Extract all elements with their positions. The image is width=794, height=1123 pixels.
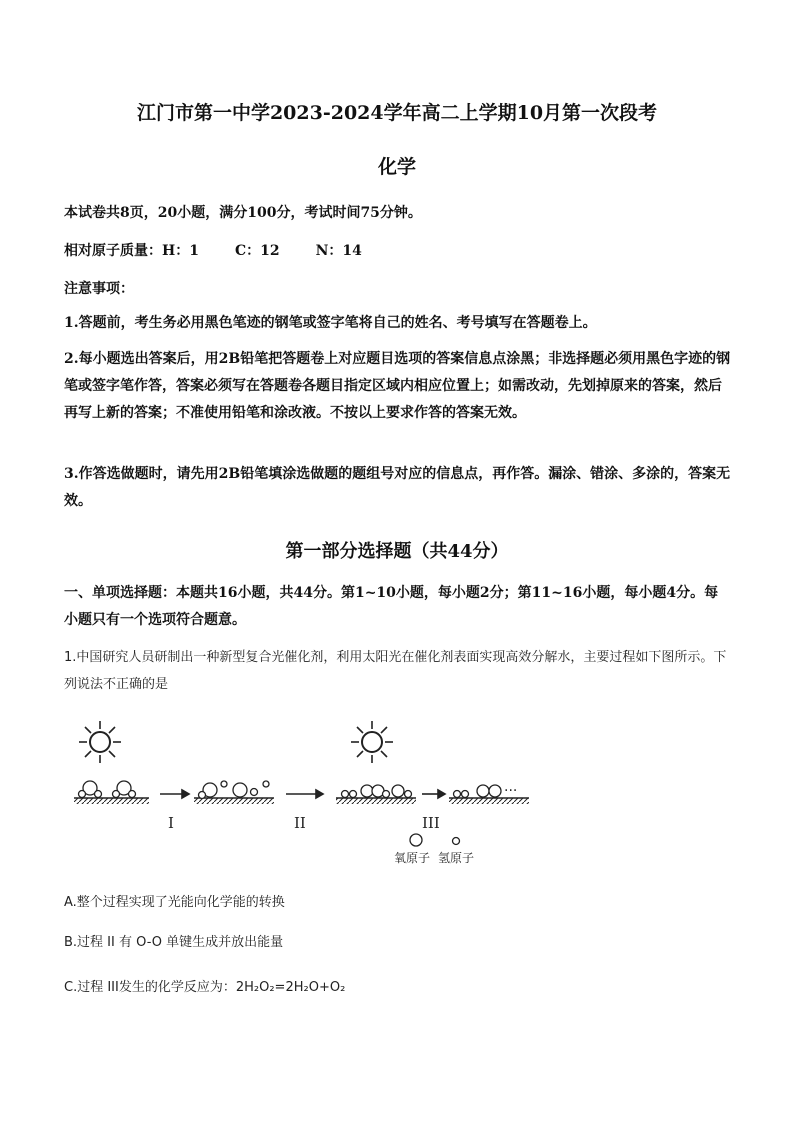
- subject-title: 化学: [377, 156, 416, 178]
- water-molecule: [79, 781, 136, 798]
- sun-icon: [351, 721, 393, 763]
- option-c-equation: 2H₂O₂=2H₂O+O₂: [235, 980, 346, 995]
- exam-info: 本试卷共8页，20小题，满分100分，考试时间75分钟。: [64, 205, 422, 221]
- atomic-mass-h: H：1: [162, 243, 199, 259]
- stage-label-3: III: [422, 814, 440, 832]
- section-title: 第一部分选择题（共44分）: [285, 541, 509, 562]
- legend-hydrogen-label: 氢原子: [438, 851, 475, 865]
- option-a: A.整个过程实现了光能向化学能的转换: [64, 895, 285, 910]
- legend-hydrogen: [438, 838, 474, 866]
- note-item-3: 3.作答选做题时，请先用2B铅笔填涂选做题的题组号对应的信息点，再作答。漏涂、错涂、多涂的，答案无效。: [64, 466, 731, 509]
- question-1-stem: 1.中国研究人员研制出一种新型复合光催化剂，利用太阳光在催化剂表面实现高效分解水，主要过程如下图所示。下列说法不正确的是: [64, 650, 727, 692]
- legend-oxygen: [394, 834, 430, 865]
- stage-label-1: I: [168, 814, 174, 832]
- notes-heading: 注意事项：: [64, 281, 134, 297]
- section-instruction: 一、单项选择题：本题共16小题，共44分。第1~10小题，每小题2分；第11~16小题，每小题4分。每小题只有一个选项符合题意。: [64, 585, 719, 628]
- option-c-prefix: C.过程 III发生的化学反应为：: [64, 980, 236, 995]
- intermediate-molecules: [342, 785, 412, 798]
- atomic-mass-c: C：12: [234, 243, 280, 259]
- stage-label-2: II: [294, 814, 306, 832]
- atomic-mass-line: [64, 240, 362, 260]
- sun-icon: [79, 721, 121, 763]
- atomic-mass-n: N：14: [315, 243, 362, 259]
- option-c: [64, 976, 345, 995]
- ellipsis-mark: ···: [504, 783, 518, 799]
- note-item-1: 1.答题前，考生务必用黑色笔迹的钢笔或签字笔将自己的姓名、考号填写在答题卷上。: [64, 315, 597, 331]
- process-figure: [64, 712, 544, 872]
- catalyst-surface: [74, 798, 529, 804]
- note-item-2: 2.每小题选出答案后，用2B铅笔把答题卷上对应题目选项的答案信息点涂黑；非选择题必须用黑色字迹的钢笔或签字笔作答，答案必须写在答题卷各题目指定区域内相应位置上；如需改动，先划掉原来的答案，然后再写上新的答案；不准使用铅笔和涂改液。不按以上要求作答的答案无效。: [64, 351, 731, 421]
- product-molecules: [454, 785, 502, 798]
- legend-oxygen-label: 氧原子: [394, 851, 431, 865]
- split-molecules: [199, 781, 270, 799]
- document-title: 江门市第一中学2023-2024学年高二上学期10月第一次段考: [136, 102, 658, 124]
- option-b: B.过程 II 有 O-O 单键生成并放出能量: [64, 935, 284, 950]
- atomic-mass-label: 相对原子质量：: [64, 243, 162, 259]
